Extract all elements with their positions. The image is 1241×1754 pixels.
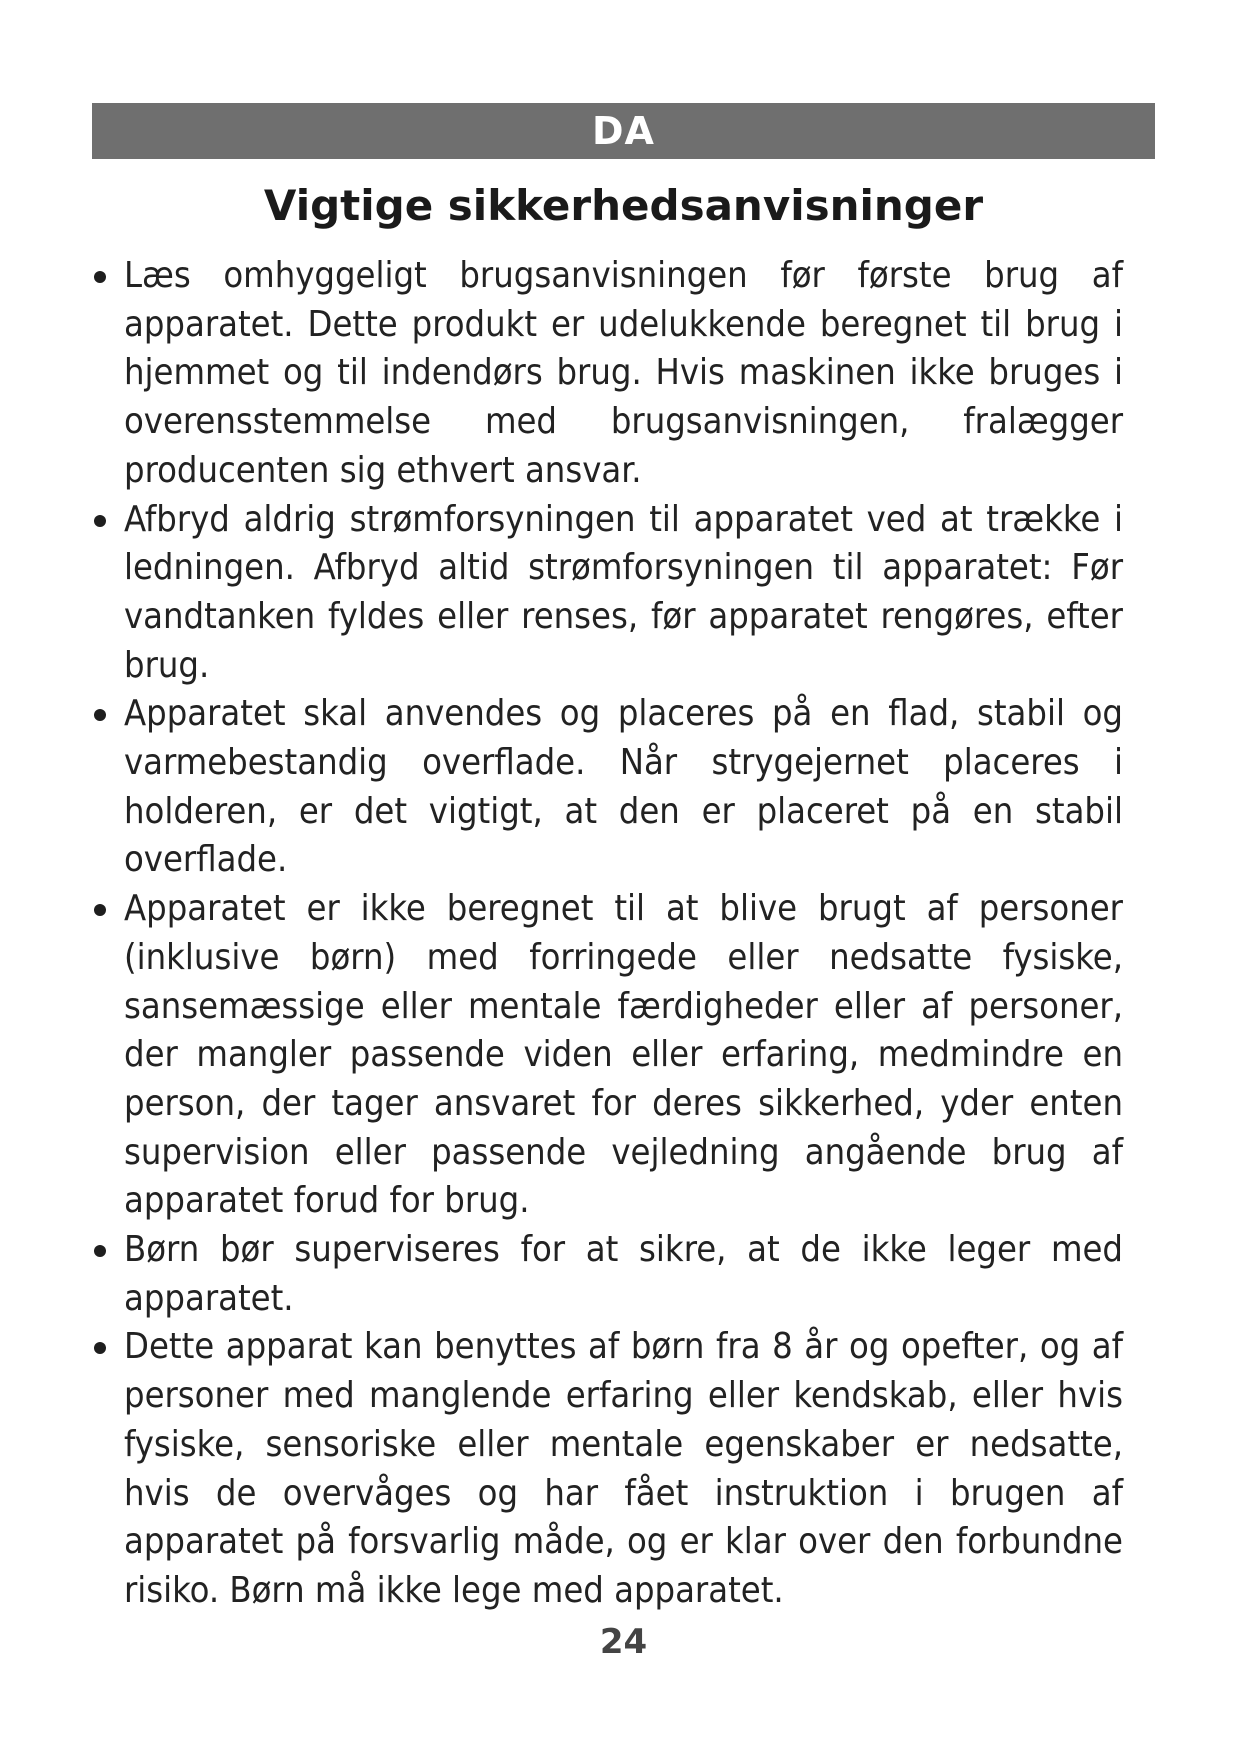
language-code-label: DA [592, 109, 655, 153]
list-item-text: Apparatet er ikke beregnet til at blive brugt af personer (inklusive børn) med forringede eller nedsatte fysiske, sansemæssige eller mentale færdigheder eller af personer, der mangler passende viden eller erfaring, medmindre en person, der tager ansvaret for deres sikkerhed, yder enten supervision eller passende vejledning angående brug af apparatet forud for brug. [124, 888, 1123, 1222]
bullet-icon [94, 709, 106, 721]
list-item-text: Apparatet skal anvendes og placeres på en flad, stabil og varmebestandig overflade. Når strygejernet placeres i holderen, er det vigtigt, at den er placeret på en stabil overflade. [124, 693, 1123, 881]
list-item-text: Børn bør superviseres for at sikre, at de ikke leger med apparatet. [124, 1229, 1123, 1319]
list-item [92, 496, 1123, 691]
safety-instructions-list [92, 252, 1155, 1616]
list-item-text: Læs omhyggeligt brugsanvisningen før første brug af apparatet. Dette produkt er udelukkende beregnet til brug i hjemmet og til indendørs brug. Hvis maskinen ikke bruges i overensstemmelse med brugsanvisningen, fralægger producenten sig ethvert ansvar. [124, 255, 1123, 491]
list-item [92, 690, 1123, 885]
bullet-icon [94, 904, 106, 916]
list-item [92, 1323, 1123, 1615]
bullet-icon [94, 1342, 106, 1354]
list-item [92, 1226, 1123, 1323]
language-header-bar [92, 103, 1155, 159]
list-item-text: Dette apparat kan benyttes af børn fra 8 år og opefter, og af personer med manglende erfaring eller kendskab, eller hvis fysiske, sensoriske eller mentale egenskaber er nedsatte, hvis de overvåges og har fået instruktion i brugen af apparatet på forsvarlig måde, og er klar over den forbundne risiko. Børn må ikke lege med apparatet. [124, 1326, 1123, 1611]
list-item [92, 252, 1123, 496]
list-item-text: Afbryd aldrig strømforsyningen til apparatet ved at trække i ledningen. Afbryd altid strømforsyningen til apparatet: Før vandtanken fyldes eller renses, før apparatet rengøres, efter brug. [124, 498, 1123, 686]
bullet-icon [94, 515, 106, 527]
bullet-icon [94, 1245, 106, 1257]
bullet-icon [94, 271, 106, 283]
list-item [92, 885, 1123, 1226]
page-number: 24 [599, 1622, 648, 1662]
page-title: Vigtige sikkerhedsanvisninger [263, 181, 984, 230]
